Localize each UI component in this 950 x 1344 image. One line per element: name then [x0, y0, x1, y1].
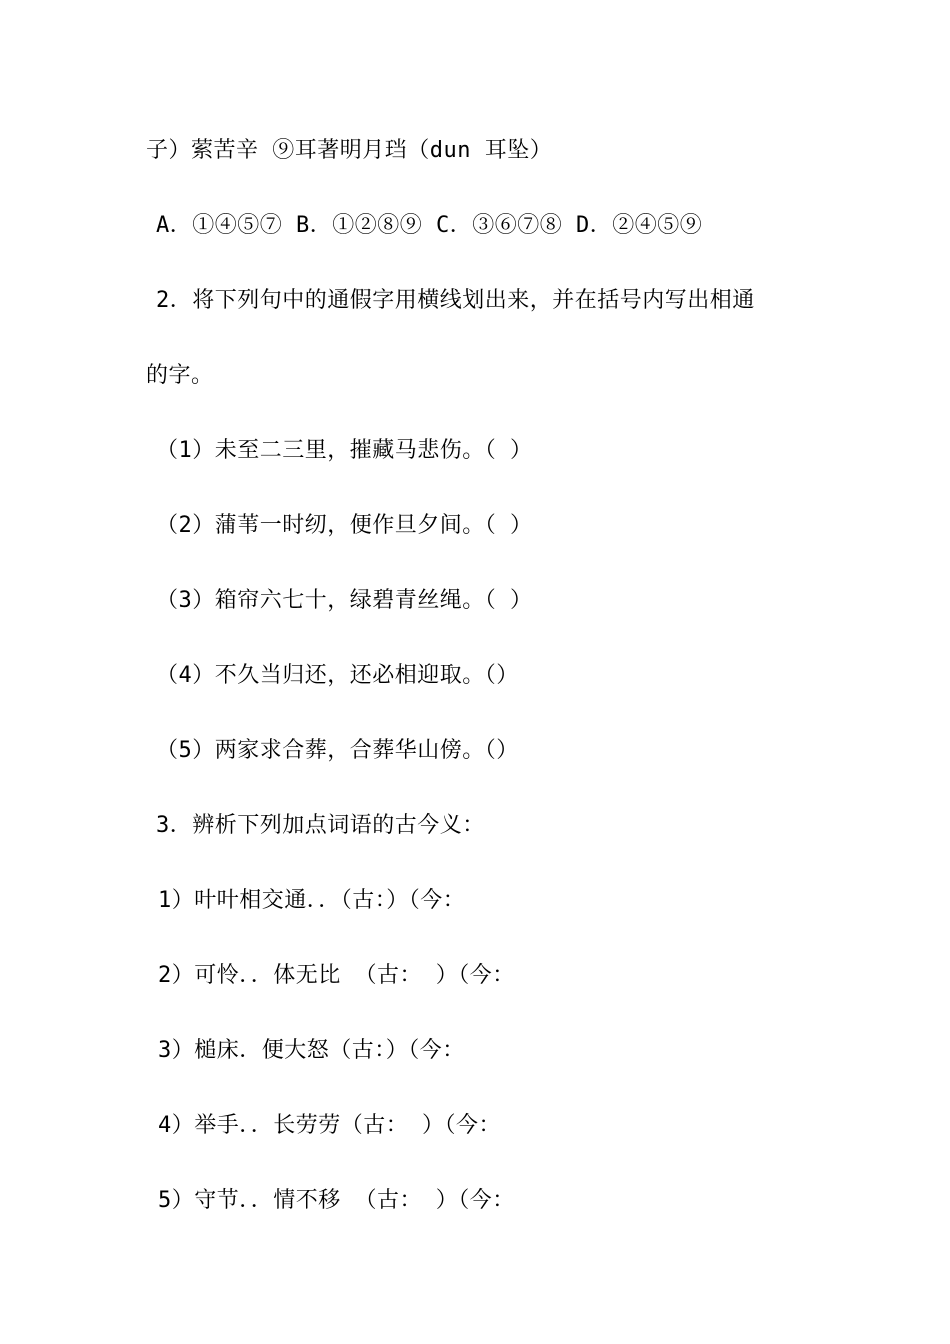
question-2-item-4: （4）不久当归还，还必相迎取。（）: [156, 663, 519, 688]
question-3-item-1: 1）叶叶相交通．．（古：）（今：: [158, 888, 466, 913]
question-2-item-1: （1）未至二三里，摧藏马悲伤。（ ）: [156, 438, 533, 463]
question-2-heading-continued: 的字。: [146, 363, 214, 388]
text-line-answer-choices: A．①④⑤⑦ B．①②⑧⑨ C．③⑥⑦⑧ D．②④⑤⑨: [156, 213, 703, 238]
question-3-heading: 3．辨析下列加点词语的古今义：: [156, 813, 485, 838]
question-2-item-2: （2）蒲苇一时纫，便作旦夕间。（ ）: [156, 513, 533, 538]
question-2-heading: 2．将下列句中的通假字用横线划出来，并在括号内写出相通: [156, 288, 755, 313]
text-line-option-continuation: 子）萦苦辛 ⑨耳著明月珰（dun 耳坠）: [146, 138, 553, 163]
question-3-item-4: 4）举手．．长劳劳（古： ）（今：: [158, 1113, 501, 1138]
question-2-item-3: （3）箱帘六七十，绿碧青丝绳。（ ）: [156, 588, 533, 613]
question-3-item-2: 2）可怜．．体无比 （古： ）（今：: [158, 963, 515, 988]
question-3-item-5: 5）守节．．情不移 （古： ）（今：: [158, 1188, 515, 1213]
question-2-item-5: （5）两家求合葬，合葬华山傍。（）: [156, 738, 519, 763]
question-3-item-3: 3）槌床．便大怒（古：）（今：: [158, 1038, 465, 1063]
